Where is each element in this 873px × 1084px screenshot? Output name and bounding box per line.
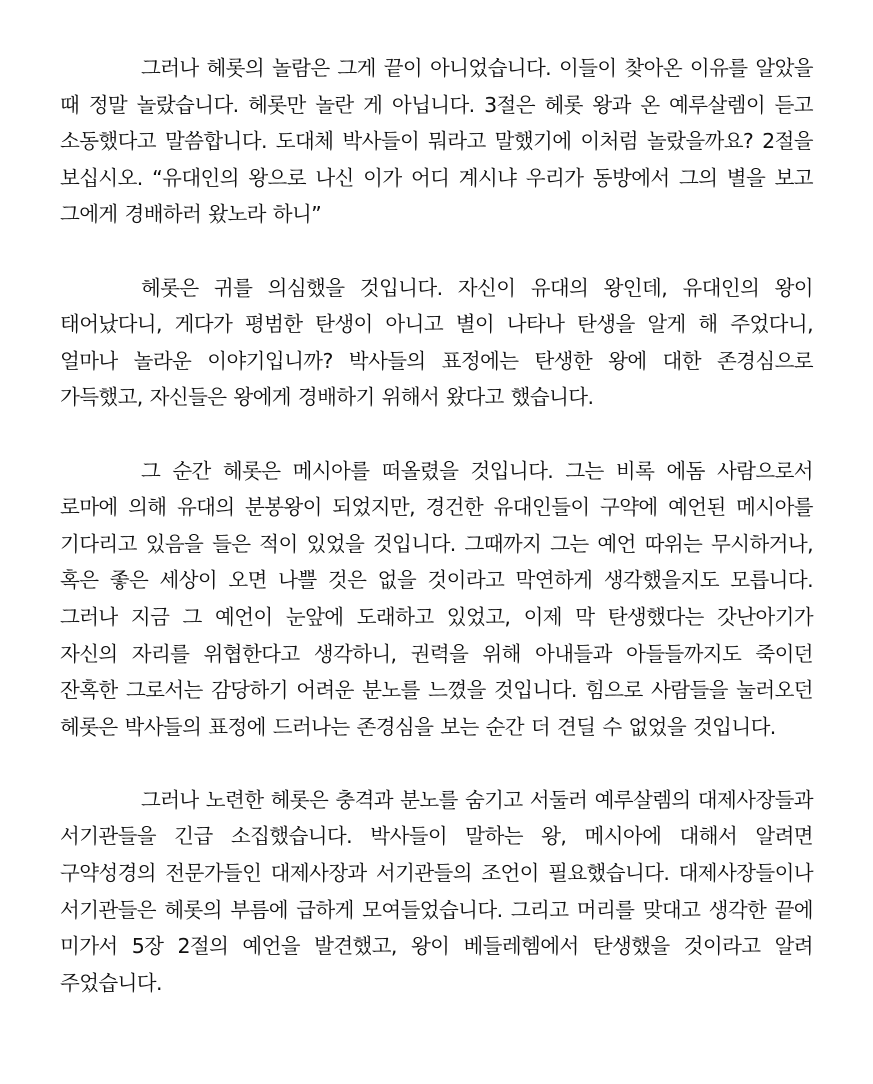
paragraph-2: 헤롯은 귀를 의심했을 것입니다. 자신이 유대의 왕인데, 유대인의 왕이 태어났다니, 게다가 평범한 탄생이 아니고 별이 나타나 탄생을 알게 해 주었다니, 얼마나 놀라운 이야기입니까? 박사들의 표정에는 탄생한 왕에 대한 존경심으로 가득했고, 자신들은 왕에게 경배하기 위해서 왔다고 했습니다.: [60, 275, 813, 410]
paragraph-3: 그 순간 헤롯은 메시아를 떠올렸을 것입니다. 그는 비록 에돔 사람으로서 로마에 의해 유대의 분봉왕이 되었지만, 경건한 유대인들이 구약에 예언된 메시아를 기다리고 있음을 들은 적이 있었을 것입니다. 그때까지 그는 예언 따위는 무시하거나, 혹은 좋은 세상이 오면 나쁠 것은 없을 것이라고 막연하게 생각했을지도 모릅니다. 그러나 지금 그 예언이 눈앞에 도래하고 있었고, 이제 막 탄생했다는 갓난아기가 자신의 자리를 위협한다고 생각하니, 권력을 위해 아내들과 아들들까지도 죽이던 잔혹한 그로서는 감당하기 어려운 분노를 느꼈을 것입니다. 힘으로 사람들을 눌러오던 헤롯은 박사들의 표정에 드러나는 존경심을 보는 순간 더 견딜 수 없었을 것입니다.: [60, 458, 813, 739]
document-page: [60, 50, 813, 1001]
paragraph-1: 그러나 헤롯의 놀람은 그게 끝이 아니었습니다. 이들이 찾아온 이유를 알았을 때 정말 놀랐습니다. 헤롯만 놀란 게 아닙니다. 3절은 헤롯 왕과 온 예루살렘이 듣고 소동했다고 말씀합니다. 도대체 박사들이 뭐라고 말했기에 이처럼 놀랐을까요? 2절을 보십시오. “유대인의 왕으로 나신 이가 어디 계시냐 우리가 동방에서 그의 별을 보고 그에게 경배하러 왔노라 하니”: [60, 56, 813, 227]
paragraph-4: 그러나 노련한 헤롯은 충격과 분노를 숨기고 서둘러 예루살렘의 대제사장들과 서기관들을 긴급 소집했습니다. 박사들이 말하는 왕, 메시아에 대해서 알려면 구약성경의 전문가들인 대제사장과 서기관들의 조언이 필요했습니다. 대제사장들이나 서기관들은 헤롯의 부름에 급하게 모여들었습니다. 그리고 머리를 맞대고 생각한 끝에 미가서 5장 2절의 예언을 발견했고, 왕이 베들레헴에서 탄생했을 것이라고 알려 주었습니다.: [60, 787, 813, 995]
